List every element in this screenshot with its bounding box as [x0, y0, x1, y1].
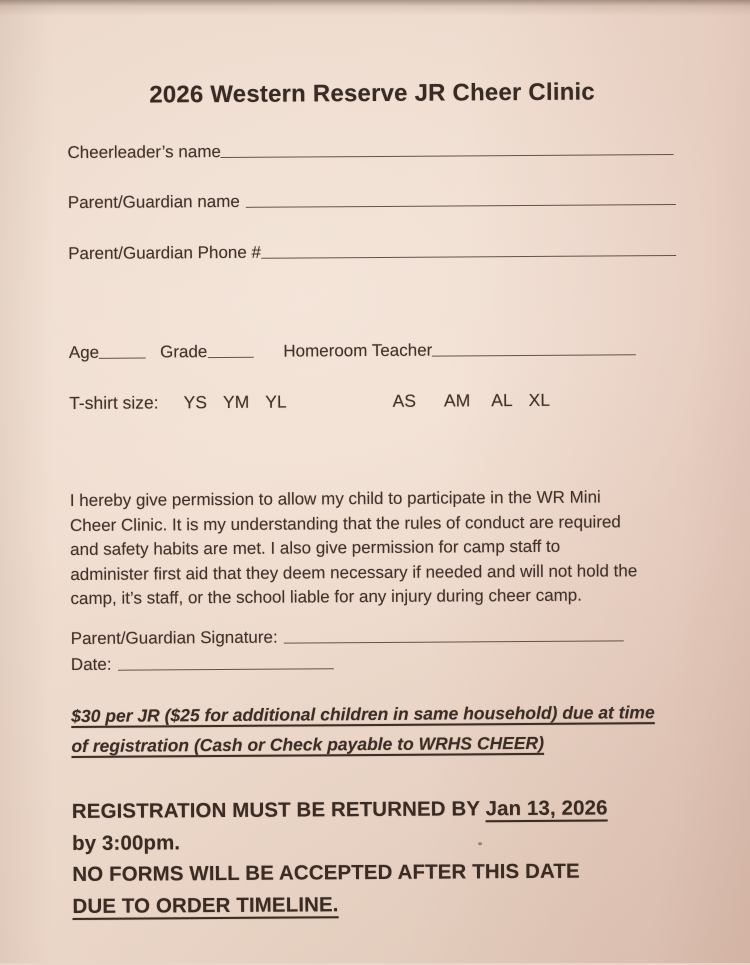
cheerleader-name-blank [221, 154, 674, 158]
fee-notice-line: of registration (Cash or Check payable to WRHS CHEER) [71, 732, 545, 757]
permission-paragraph [70, 485, 691, 612]
date-row [71, 653, 334, 675]
deadline-line-3: NO FORMS WILL BE ACCEPTED AFTER THIS DATE [72, 859, 580, 887]
tshirt-size-row [69, 390, 550, 414]
tshirt-size-option-xl: XL [528, 389, 551, 410]
signature-blank [284, 640, 624, 643]
paper-speck [478, 842, 482, 845]
deadline-line-4: DUE TO ORDER TIMELINE. [72, 892, 339, 918]
permission-line: I hereby give permission to allow my child to participate in the WR Mini [69, 487, 601, 511]
grade-blank [207, 357, 253, 358]
tshirt-size-option-ym: YM [222, 391, 250, 413]
cheerleader-name-label: Cheerleader’s name [67, 142, 221, 163]
deadline-line-1 [72, 792, 712, 828]
tshirt-size-option-as: AS [392, 390, 417, 411]
deadline-line-2: by 3:00pm. [71, 830, 181, 855]
tshirt-size-option-am: AM [443, 390, 471, 411]
parent-name-blank [246, 204, 676, 208]
age-grade-homeroom-row [69, 339, 636, 363]
fee-notice-line: $30 per JR ($25 for additional children in same household) due at time [71, 702, 655, 727]
tshirt-size-option-ys: YS [183, 392, 208, 413]
fee-notice [71, 697, 711, 761]
permission-line: Cheer Clinic. It is my understanding that the rules of conduct are required [69, 511, 621, 535]
tshirt-size-label: T-shirt size: [69, 392, 159, 414]
parent-phone-row [68, 240, 676, 264]
parent-phone-label: Parent/Guardian Phone # [68, 242, 262, 264]
tshirt-size-option-al: AL [491, 390, 513, 411]
date-blank [118, 668, 334, 670]
parent-name-row [68, 189, 676, 213]
tshirt-size-option-yl: YL [265, 391, 287, 412]
date-label: Date: [70, 654, 112, 675]
permission-line: camp, it’s staff, or the school liable for any injury during cheer camp. [70, 586, 583, 609]
deadline-date: Jan 13, 2026 [485, 796, 608, 821]
parent-phone-blank [261, 255, 676, 259]
homeroom-teacher-label: Homeroom Teacher [283, 340, 433, 361]
deadline-prefix: REGISTRATION MUST BE RETURNED BY [71, 797, 486, 824]
age-blank [99, 358, 146, 359]
grade-label: Grade [160, 342, 208, 362]
cheerleader-name-row [67, 139, 673, 163]
permission-line: and safety habits are met. I also give permission for camp staff to [70, 536, 561, 560]
parent-name-label: Parent/Guardian name [67, 191, 240, 213]
signature-row [71, 625, 624, 649]
age-label: Age [68, 342, 100, 363]
homeroom-teacher-blank [432, 354, 636, 356]
form-title: 2026 Western Reserve JR Cheer Clinic [149, 78, 596, 109]
deadline-notice [72, 792, 713, 922]
signature-label: Parent/Guardian Signature: [70, 627, 278, 649]
permission-line: administer first aid that they deem necessary if needed and will not hold the [70, 561, 638, 584]
